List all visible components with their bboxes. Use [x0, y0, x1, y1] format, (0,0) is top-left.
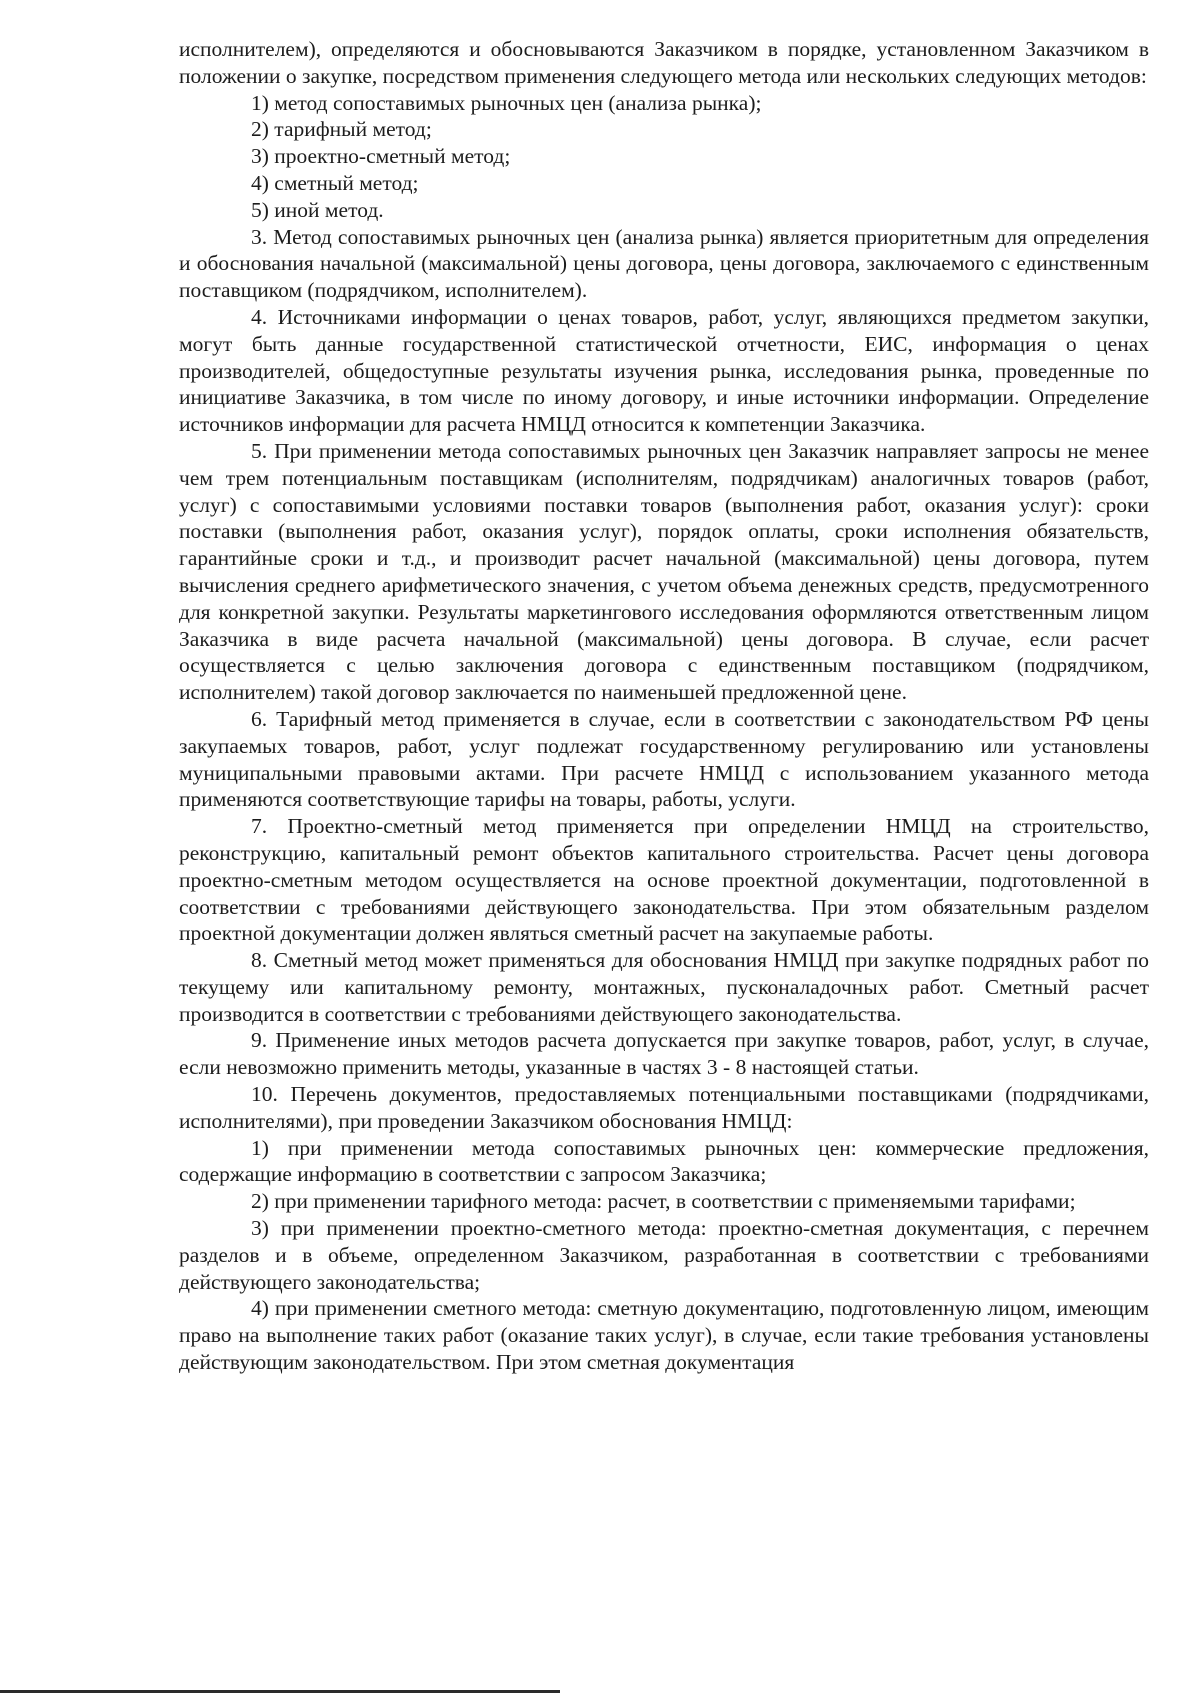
paragraph-clause-4: 4. Источниками информации о ценах товаров, работ, услуг, являющихся предметом закупки, могут быть данные государственной статистической отчетности, ЕИС, информация о ценах производителей, общедоступные результаты изучения рынка, исследования рынка, проведенные по инициативе Заказчика, в том числе по иному договору, и иные источники информации. Определение источников информации для расчета НМЦД относится к компетенции Заказчика.: [179, 304, 1149, 437]
list-item-method-3: 3) проектно-сметный метод;: [251, 144, 511, 169]
paragraph-intro: исполнителем), определяются и обосновываются Заказчиком в порядке, установленном Заказчиком в положении о закупке, посредством применения следующего метода или нескольких следующих методов:: [179, 37, 1149, 88]
list-item-method-4: 4) сметный метод;: [251, 170, 419, 195]
paragraph-clause-10-item-3: 3) при применении проектно-сметного метода: проектно-сметная документация, с перечнем разделов и в объеме, определенном Заказчиком, разработанная в соответствии с требованиями действующего законодательства;: [179, 1216, 1149, 1294]
paragraph-clause-3: 3. Метод сопоставимых рыночных цен (анализа рынка) является приоритетным для определения и обоснования начальной (максимальной) цены договора, цены договора, заключаемого с единственным поставщиком (подрядчиком, исполнителем).: [179, 224, 1149, 303]
document-body: [179, 36, 1149, 1376]
paragraph-clause-10-item-2: 2) при применении тарифного метода: расчет, в соответствии с применяемыми тарифами;: [251, 1189, 1076, 1214]
paragraph-clause-9: 9. Применение иных методов расчета допускается при закупке товаров, работ, услуг, в случае, если невозможно применить методы, указанные в частях 3 - 8 настоящей статьи.: [179, 1028, 1149, 1080]
paragraph-clause-10: 10. Перечень документов, предоставляемых потенциальными поставщиками (подрядчиками, исполнителями), при проведении Заказчиком обоснования НМЦД:: [179, 1082, 1149, 1133]
bottom-edge-line: [0, 1690, 560, 1693]
paragraph-clause-7: 7. Проектно-сметный метод применяется при определении НМЦД на строительство, реконструкцию, капитальный ремонт объектов капитального строительства. Расчет цены договора проектно-сметным методом осуществляется на основе проектной документации, подготовленной в соответствии с требованиями действующего законодательства. При этом обязательным разделом проектной документации должен являться сметный расчет на закупаемые работы.: [179, 814, 1149, 946]
paragraph-clause-10-item-1: 1) при применении метода сопоставимых рыночных цен: коммерческие предложения, содержащие информацию в соответствии с запросом Заказчика;: [179, 1135, 1149, 1187]
list-item-method-1: 1) метод сопоставимых рыночных цен (анализа рынка);: [251, 90, 762, 115]
paragraph-clause-5: 5. При применении метода сопоставимых рыночных цен Заказчик направляет запросы не менее чем трем потенциальным поставщикам (исполнителям, подрядчикам) аналогичных товаров (работ, услуг) с сопоставимыми условиями поставки товаров (выполнения работ, оказания услуг): сроки поставки (выполнения работ, оказания услуг), порядок оплаты, сроки исполнения обязательств, гарантийные сроки и т.д., и производит расчет начальной (максимальной) цены договора, путем вычисления среднего арифметического значения, с учетом объема денежных средств, предусмотренного для конкретной закупки. Результаты маркетингового исследования оформляются ответственным лицом Заказчика в виде расчета начальной (максимальной) цены договора. В случае, если расчет осуществляется с целью заключения договора с единственным поставщиком (подрядчиком, исполнителем) такой договор заключается по наименьшей предложенной цене.: [179, 438, 1149, 705]
list-item-method-5: 5) иной метод.: [251, 197, 384, 222]
list-item-method-2: 2) тарифный метод;: [251, 117, 432, 142]
paragraph-clause-10-item-4: 4) при применении сметного метода: сметную документацию, подготовленную лицом, имеющим право на выполнение таких работ (оказание таких услуг), в случае, если такие требования установлены действующим законодательством. При этом сметная документация: [179, 1296, 1149, 1375]
paragraph-clause-6: 6. Тарифный метод применяется в случае, если в соответствии с законодательством РФ цены закупаемых товаров, работ, услуг подлежат государственному регулированию или установлены муниципальными правовыми актами. При расчете НМЦД с использованием указанного метода применяются соответствующие тарифы на товары, работы, услуги.: [179, 706, 1149, 812]
paragraph-clause-8: 8. Сметный метод может применяться для обоснования НМЦД при закупке подрядных работ по текущему или капитальному ремонту, монтажных, пусконаладочных работ. Сметный расчет производится в соответствии с требованиями действующего законодательства.: [179, 948, 1149, 1026]
